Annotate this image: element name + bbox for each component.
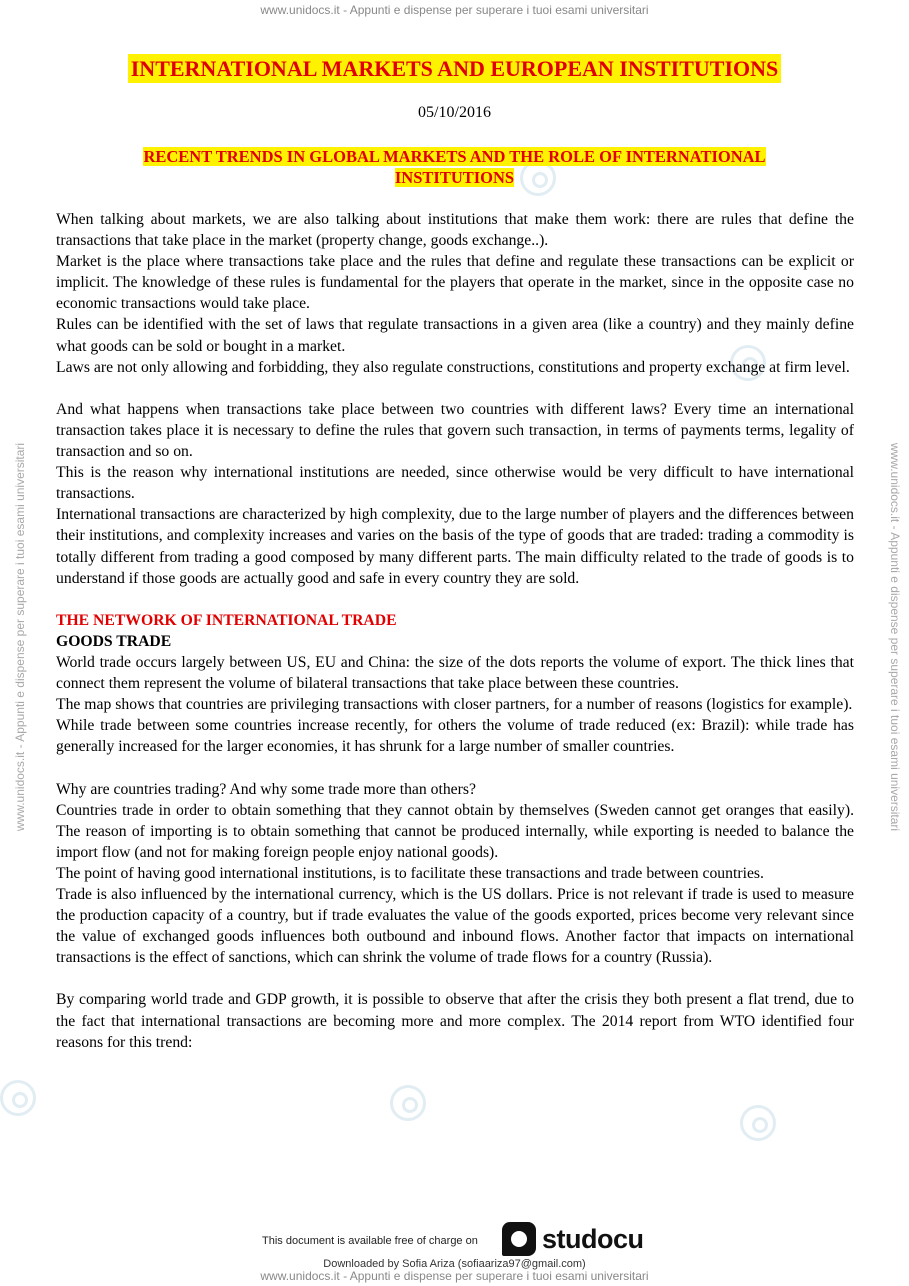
availability-note: This document is available free of charge on xyxy=(262,1235,478,1247)
watermark-logo-icon xyxy=(0,1080,36,1116)
watermark-top: www.unidocs.it - Appunti e dispense per superare i tuoi esami universitari xyxy=(260,3,649,17)
watermark-right: www.unidocs.it - Appunti e dispense per superare i tuoi esami universitari xyxy=(888,442,902,832)
paragraph: Laws are not only allowing and forbidding, they also regulate constructions, constitutions and property exchange at firm level. xyxy=(56,358,850,376)
paragraph: Countries trade in order to obtain something that they cannot obtain by themselves (Sweden cannot get oranges that easily). The reason of importing is to obtain something that cannot be produced internally, while exporting is needed to balance the import flow (and not for making foreign people enjoy national goods). xyxy=(56,801,854,861)
paragraph: While trade between some countries increase recently, for others the volume of trade reduced (ex: Brazil): while trade has generally increased for the larger economies, it has shrunk for a large number of smaller countries. xyxy=(56,717,854,756)
paragraph: International transactions are characterized by high complexity, due to the large number of players and the differences between their institutions, and complexity increases and varies on the basis of the type of goods that are traded: trading a commodity is totally different from trading a good composed by many different parts. The main difficulty related to the trade of goods is to understand if those goods are actually good and safe in every country they are sold. xyxy=(56,506,854,587)
paragraph: The map shows that countries are privileging transactions with closer partners, for a number of reasons (logistics for example). xyxy=(56,696,853,714)
watermark-bottom: www.unidocs.it - Appunti e dispense per superare i tuoi esami universitari xyxy=(260,1269,649,1283)
document-body xyxy=(56,209,854,1053)
studocu-logo[interactable] xyxy=(502,1222,644,1256)
watermark-logo-icon xyxy=(740,1105,776,1141)
studocu-logo-icon xyxy=(502,1222,536,1256)
document-subtitle: RECENT TRENDS IN GLOBAL MARKETS AND THE ROLE OF INTERNATIONAL INSTITUTIONS xyxy=(143,147,766,187)
section-title: THE NETWORK OF INTERNATIONAL TRADE xyxy=(56,611,397,629)
paragraph: The point of having good international institutions, is to facilitate these transactions and trade between countries. xyxy=(56,864,764,882)
section-subtitle: GOODS TRADE xyxy=(56,632,172,650)
document-title: INTERNATIONAL MARKETS AND EUROPEAN INSTITUTIONS xyxy=(0,56,909,82)
paragraph: Why are countries trading? And why some trade more than others? xyxy=(56,780,476,798)
paragraph: And what happens when transactions take place between two countries with different laws? Every time an international transaction takes place it is necessary to define the rules that govern such transaction, in terms of payments terms, legality of transaction and so on. xyxy=(56,400,854,461)
paragraph: World trade occurs largely between US, EU and China: the size of the dots reports the volume of export. The thick lines that connect them represent the volume of bilateral transactions that take place between these countries. xyxy=(56,653,854,693)
paragraph: Trade is also influenced by the international currency, which is the US dollars. Price is not relevant if trade is used to measure the production capacity of a country, but if trade evaluates the value of the goods exported, prices become very relevant since the value of exchanged goods influences both outbound and inbound flows. Another factor that impacts on international transactions is the effect of sanctions, which can shrink the volume of trade flows for a country (Russia). xyxy=(56,886,854,967)
studocu-logo-text: studocu xyxy=(542,1223,644,1254)
paragraph: Rules can be identified with the set of laws that regulate transactions in a given area (like a country) and they mainly define what goods can be sold or bought in a market. xyxy=(56,316,854,355)
document-date: 05/10/2016 xyxy=(418,104,491,121)
paragraph: Market is the place where transactions take place and the rules that define and regulate these transactions can be explicit or implicit. The knowledge of these rules is fundamental for the players that operate in the market, since in the opposite case no economic transactions would take place. xyxy=(56,253,854,313)
downloaded-by-note: Downloaded by Sofia Ariza (sofiaariza97@gmail.com) xyxy=(323,1258,586,1270)
paragraph: This is the reason why international institutions are needed, since otherwise would be very difficult to have international transactions. xyxy=(56,464,854,503)
paragraph: By comparing world trade and GDP growth, it is possible to observe that after the crisis they both present a flat trend, due to the fact that international transactions are becoming more and more complex. The 2014 report from WTO identified four reasons for this trend: xyxy=(56,991,854,1051)
watermark-logo-icon xyxy=(390,1085,426,1121)
watermark-left: www.unidocs.it - Appunti e dispense per superare i tuoi esami universitari xyxy=(13,442,27,832)
paragraph: When talking about markets, we are also talking about institutions that make them work: there are rules that define the transactions that take place in the market (property change, goods exchange..). xyxy=(56,211,854,250)
